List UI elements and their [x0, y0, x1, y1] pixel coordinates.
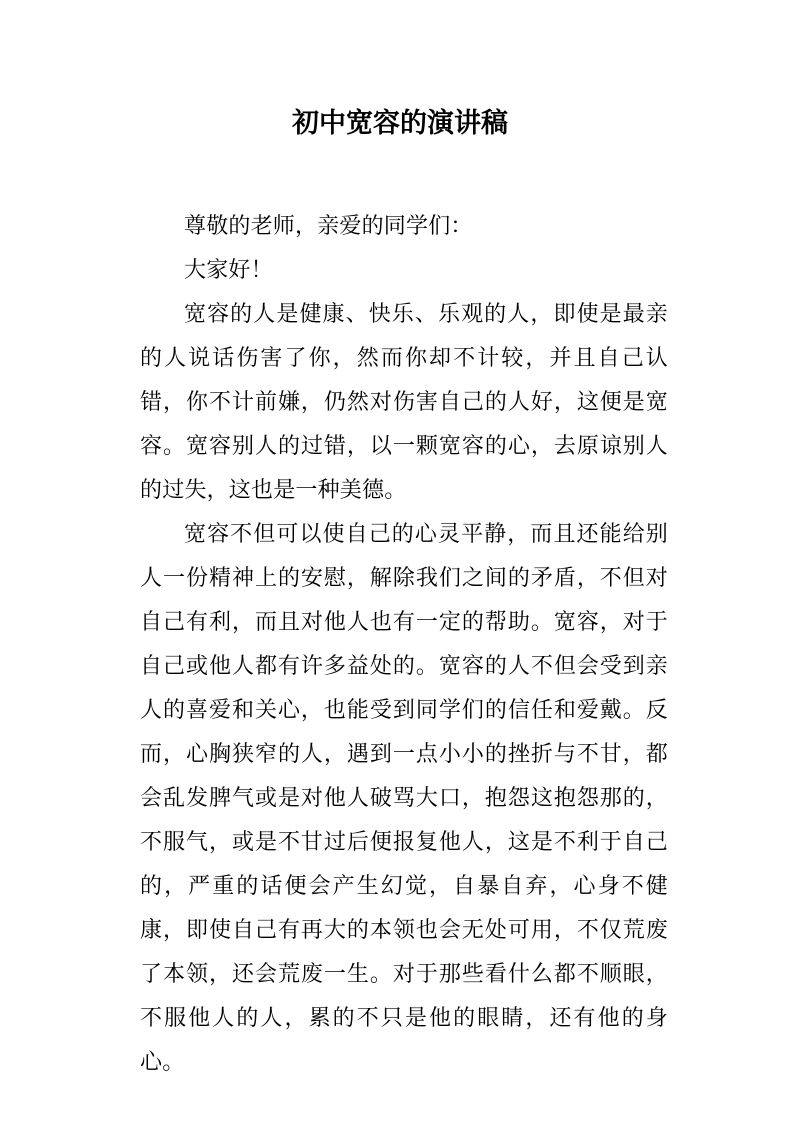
greeting-paragraph: 大家好！ [184, 258, 273, 283]
body-paragraph-1: 宽容的人是健康、快乐、乐观的人，即使是最亲的人说话伤害了你，然而你却不计较，并且自己认错，你不计前嫌，仍然对伤害自己的人好，这便是宽容。宽容别人的过错，以一颗宽容的心，去原谅别人的过失，这也是一种美德。 [140, 302, 668, 503]
salutation-paragraph: 尊敬的老师，亲爱的同学们： [184, 214, 473, 239]
document-title: 初中宽容的演讲稿 [292, 108, 508, 139]
document-body [140, 205, 668, 1085]
body-paragraph-2: 宽容不但可以使自己的心灵平静，而且还能给别人一份精神上的安慰，解除我们之间的矛盾，不但对自己有利，而且对他人也有一定的帮助。宽容，对于自己或他人都有许多益处的。宽容的人不但会受到亲人的喜爱和关心，也能受到同学们的信任和爱戴。反而，心胸狭窄的人，遇到一点小小的挫折与不甘，都会乱发脾气或是对他人破骂大口，抱怨这抱怨那的，不服气，或是不甘过后便报复他人，这是不利于自己的，严重的话便会产生幻觉，自暴自弃，心身不健康，即使自己有再大的本领也会无处可用，不仅荒废了本领，还会荒废一生。对于那些看什么都不顺眼，不服他人的人，累的不只是他的眼睛，还有他的身心。 [140, 522, 668, 1075]
